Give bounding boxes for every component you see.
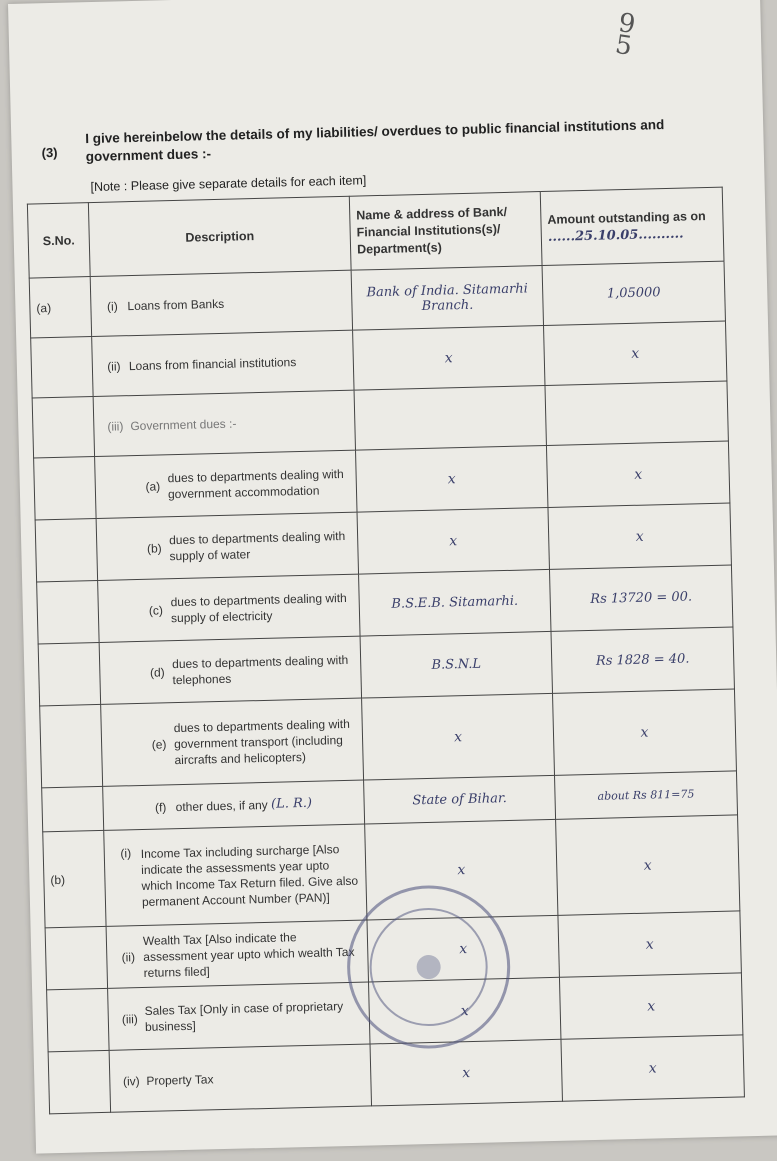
row-bank: x	[367, 915, 559, 982]
row-sno	[34, 457, 96, 520]
row-num: (f)	[154, 799, 167, 815]
row-sno	[37, 580, 99, 643]
row-num: (i)	[120, 845, 132, 861]
row-amount: x	[561, 1035, 744, 1101]
row-sno	[45, 926, 107, 989]
row-description	[106, 920, 368, 988]
section-note: [Note : Please give separate details for each item]	[90, 173, 367, 195]
page-mark-bottom: 5	[613, 29, 634, 62]
header-bank: Name & address of Bank/ Financial Institutions(s)/ Department(s)	[349, 192, 542, 271]
row-bank: Bank of India. Sitamarhi Branch.	[351, 266, 543, 331]
row-text: Wealth Tax [Also indicate the assessment year upto which wealth Tax returns filed]	[142, 929, 355, 980]
row-num: (c)	[148, 602, 164, 618]
row-text: dues to departments dealing with supply of water	[168, 528, 346, 563]
row-description	[109, 1044, 371, 1112]
row-description	[101, 698, 364, 786]
row-bank: x	[370, 1039, 562, 1106]
row-text: dues to departments dealing with supply of electricity	[170, 590, 347, 625]
row-description	[104, 824, 367, 926]
row-num: (b)	[146, 540, 162, 556]
row-text: Loans from Banks	[127, 296, 225, 313]
row-bank: x	[365, 819, 558, 920]
row-bank: B.S.N.L	[360, 631, 552, 698]
row-description	[95, 450, 357, 518]
row-bank: B.S.E.B. Sitamarhi.	[359, 569, 551, 636]
header-amount-prefix: Amount outstanding as on	[547, 208, 706, 227]
row-description	[103, 780, 365, 830]
row-text: dues to departments dealing with government transport (including aircrafts and helicopters)	[173, 716, 350, 767]
row-sno: (a)	[29, 277, 91, 338]
row-bank: x	[356, 445, 548, 512]
section-number: (3)	[41, 144, 58, 161]
row-sno	[42, 786, 104, 831]
row-sno	[40, 704, 103, 787]
row-amount: about Rs 811=75	[555, 771, 738, 819]
row-bank: x	[362, 693, 555, 780]
row-description	[93, 390, 355, 456]
row-amount	[545, 381, 728, 445]
row-sno	[32, 397, 94, 458]
row-amount: Rs 13720 = 00.	[549, 565, 732, 631]
row-text: other dues, if any	[175, 797, 268, 814]
row-text: dues to departments dealing with government accommodation	[167, 466, 344, 501]
row-num: (d)	[149, 664, 165, 680]
row-text: Property Tax	[146, 1071, 214, 1088]
row-bank: x	[353, 326, 545, 391]
row-num: (i)	[106, 298, 118, 314]
row-text: Government dues :-	[130, 416, 237, 433]
row-num: (iii)	[107, 418, 124, 434]
row-amount: x	[548, 503, 731, 569]
row-text: dues to departments dealing with telephones	[171, 652, 349, 687]
row-bank	[354, 385, 546, 450]
official-seal-stamp	[331, 869, 526, 1064]
page-mark-top: 9	[616, 7, 638, 41]
document-page	[8, 0, 777, 1154]
row-bank: x	[357, 507, 549, 574]
row-num: (iv)	[122, 1073, 140, 1089]
row-sno	[31, 337, 93, 398]
header-amount	[540, 187, 724, 265]
row-description	[99, 636, 361, 704]
row-description	[96, 512, 358, 580]
row-bank: State of Bihar.	[364, 775, 556, 824]
row-sno	[38, 642, 100, 705]
row-num: (ii)	[121, 949, 136, 965]
row-text: Sales Tax [Only in case of proprietary business]	[144, 998, 344, 1034]
row-text: Loans from financial institutions	[128, 354, 297, 373]
header-description: Description	[88, 196, 351, 276]
row-num: (ii)	[107, 358, 121, 374]
header-amount-date: ......25.10.05..........	[547, 226, 684, 245]
row-text-handwritten: (L. R.)	[270, 795, 313, 812]
row-amount: x	[553, 689, 737, 775]
row-sno: (b)	[43, 830, 106, 927]
row-bank: x	[369, 977, 561, 1044]
row-amount: x	[558, 911, 741, 977]
row-text: Income Tax including surcharge [Also indicate the assessments year upto which Income Tax Return filed. Give also permanent Account Number (PAN)]	[140, 841, 359, 909]
section-heading: I give hereinbelow the details of my liabilities/ overdues to public financial institutions and government dues :-	[85, 117, 665, 165]
row-amount: x	[559, 973, 742, 1039]
row-description	[90, 270, 352, 336]
page-number-mark	[613, 7, 638, 62]
row-sno	[35, 519, 97, 582]
row-num: (a)	[145, 478, 161, 494]
row-amount: x	[544, 321, 727, 385]
row-num: (iii)	[121, 1011, 138, 1027]
row-sno	[47, 988, 109, 1051]
row-description	[98, 574, 360, 642]
row-amount: Rs 1828 = 40.	[551, 627, 734, 693]
row-amount: 1,05000	[542, 261, 725, 325]
row-num: (e)	[151, 736, 167, 752]
row-amount: x	[556, 815, 740, 915]
row-sno	[48, 1050, 110, 1113]
header-sno: S.No.	[27, 203, 90, 278]
row-amount: x	[546, 441, 729, 507]
row-description	[108, 982, 370, 1050]
row-description	[92, 330, 354, 396]
